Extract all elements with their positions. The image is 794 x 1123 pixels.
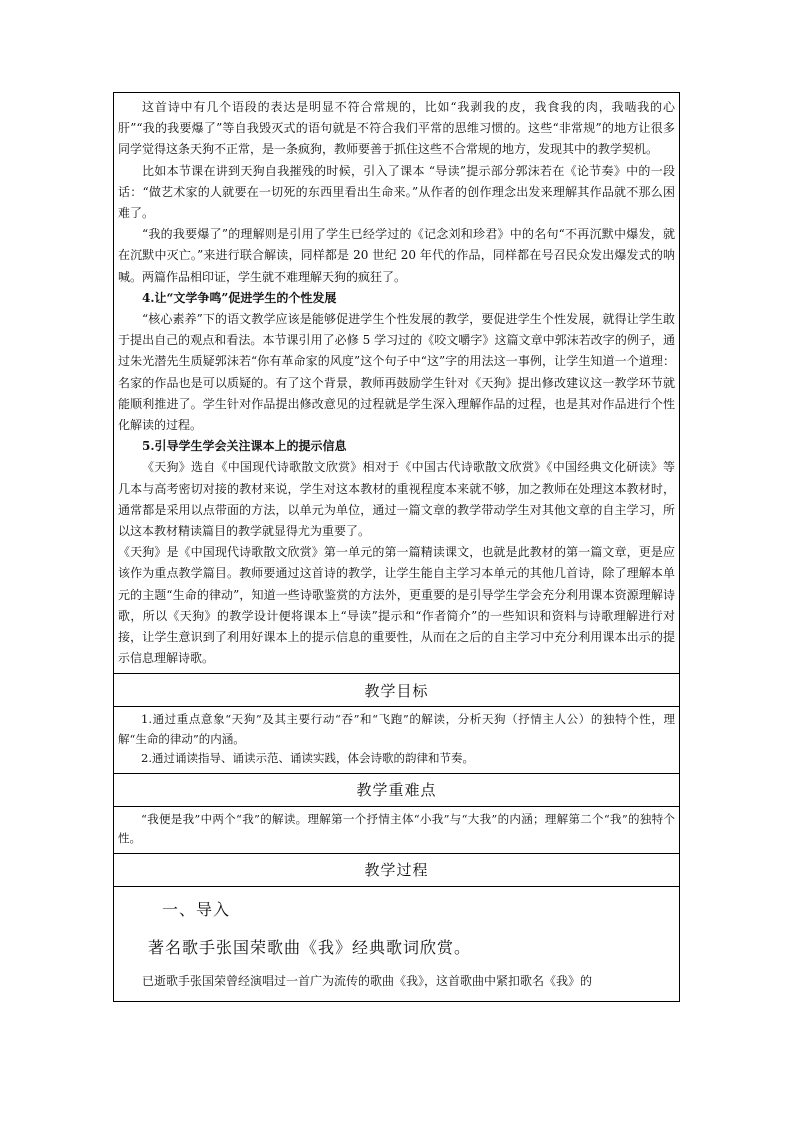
process-header: 教学过程 [114,854,679,887]
lead-paragraph: 已逝歌手张国荣曾经演唱过一首广为流传的歌曲《我》，这首歌曲中紧扣歌名《我》的 [142,973,593,988]
step-heading: 一、导入 [162,899,231,919]
song-title: 著名歌手张国荣歌曲《我》经典歌词欣赏。 [148,937,472,957]
paragraph: 比如本节课在讲到天狗自我摧残的时候，引入了课本 “导读”提示部分郭沫若在《论节奏》中的一段话：“做艺术家的人就要在一切死的东西里看出生命来。”从作者的创作理念出发来理解其作品就不那么困难了。 [118,163,675,221]
paragraph: 《天狗》是《中国现代诗歌散文欣赏》第一单元的第一篇精读课文，也就是此教材的第一篇文章，更是应该作为重点教学篇目。教师要通过这首诗的教学，让学生能自主学习本单元的其他几首诗，除了理解本单元的主题“生命的律动”，知道一些诗歌鉴赏的方法外，更重要的是引导学生学会充分利用课本资源理解诗歌，所以《天狗》的教学设计便将课本上“导读”提示和“作者简介”的一些知识和资料与诗歌理解进行对接，让学生意识到了利用好课本上的提示信息的重要性，从而在之后的自主学习中充分利用课本出示的提示信息理解诗歌。 [118,545,675,666]
paragraph: “核心素养”下的语文教学应该是能够促进学生个性发展的教学，要促进学生个性发展，就得让学生敢于提出自己的观点和看法。本节课引用了必修 5 学习过的《咬文嚼字》这篇文章中郭沫若改字的例子，通过朱光潜先生质疑郭沫若“你有革命家的风度”这个句子中“这”字的用法这一事例，让学生知道一个道理：名家的作品也是可以质疑的。有了这个背景，教师再鼓励学生针对《天狗》提出修改建议这一教学环节就能顺利推进了。学生针对作品提出修改意见的过程就是学生深入理解作品的过程，也是其对作品进行个性化解读的过程。 [118,312,675,433]
reflection-cell [114,93,679,674]
difficulties-text: “我便是我”中两个“我”的解读。理解第一个抒情主体“小我”与“大我”的内涵；理解第二个“我”的独特个性。 [118,811,675,846]
objective-item: 1.通过重点意象“天狗”及其主要行动“吞”和“飞跑”的解读，分析天狗（抒情主人公）的独特个性，理解“生命的律动”的内涵。 [118,712,675,746]
objective-item: 2.通过诵读指导、诵读示范、诵读实践，体会诗歌的韵律和节奏。 [141,751,474,766]
section-heading: 5.引导学生学会关注课本上的提示信息 [142,439,347,454]
lesson-plan-table [113,92,680,1002]
paragraph: “我的我要爆了”的理解则是引用了学生已经学过的《记念刘和珍君》中的名句“不再沉默中爆发，就在沉默中灭亡。”来进行联合解读，同样都是 20 世纪 20 年代的作品，同样都在号召民众发出爆发式的呐喊。两篇作品相印证，学生就不难理解天狗的疯狂了。 [118,227,675,284]
paragraph: 《天狗》选自《中国现代诗歌散文欣赏》相对于《中国古代诗歌散文欣赏》《中国经典文化研读》等几本与高考密切对接的教材来说，学生对这本教材的重视程度本来就不够，加之教师在处理这本教材时，通常都是采用以点带面的方法，以单元为单位，通过一篇文章的教学带动学生对其他文章的自主学习，所以这本教材精读篇目的教学就显得尤为重要了。 [118,460,675,539]
difficulties-header: 教学重难点 [114,774,679,807]
section-heading: 4.让“文学争鸣”促进学生的个性发展 [142,290,337,305]
process-cell [114,887,679,1001]
objectives-cell [114,707,679,774]
objectives-header: 教学目标 [114,674,679,707]
difficulties-cell [114,807,679,854]
paragraph: 这首诗中有几个语段的表达是明显不符合常规的，比如“我剥我的皮，我食我的肉，我啮我的心肝”“我的我要爆了”等自我毁灭式的语句就是不符合我们平常的思维习惯的。这些“非常规”的地方让很多同学觉得这条天狗不正常，是一条疯狗，教师要善于抓住这些不合常规的地方，发现其中的教学契机。 [118,100,675,157]
